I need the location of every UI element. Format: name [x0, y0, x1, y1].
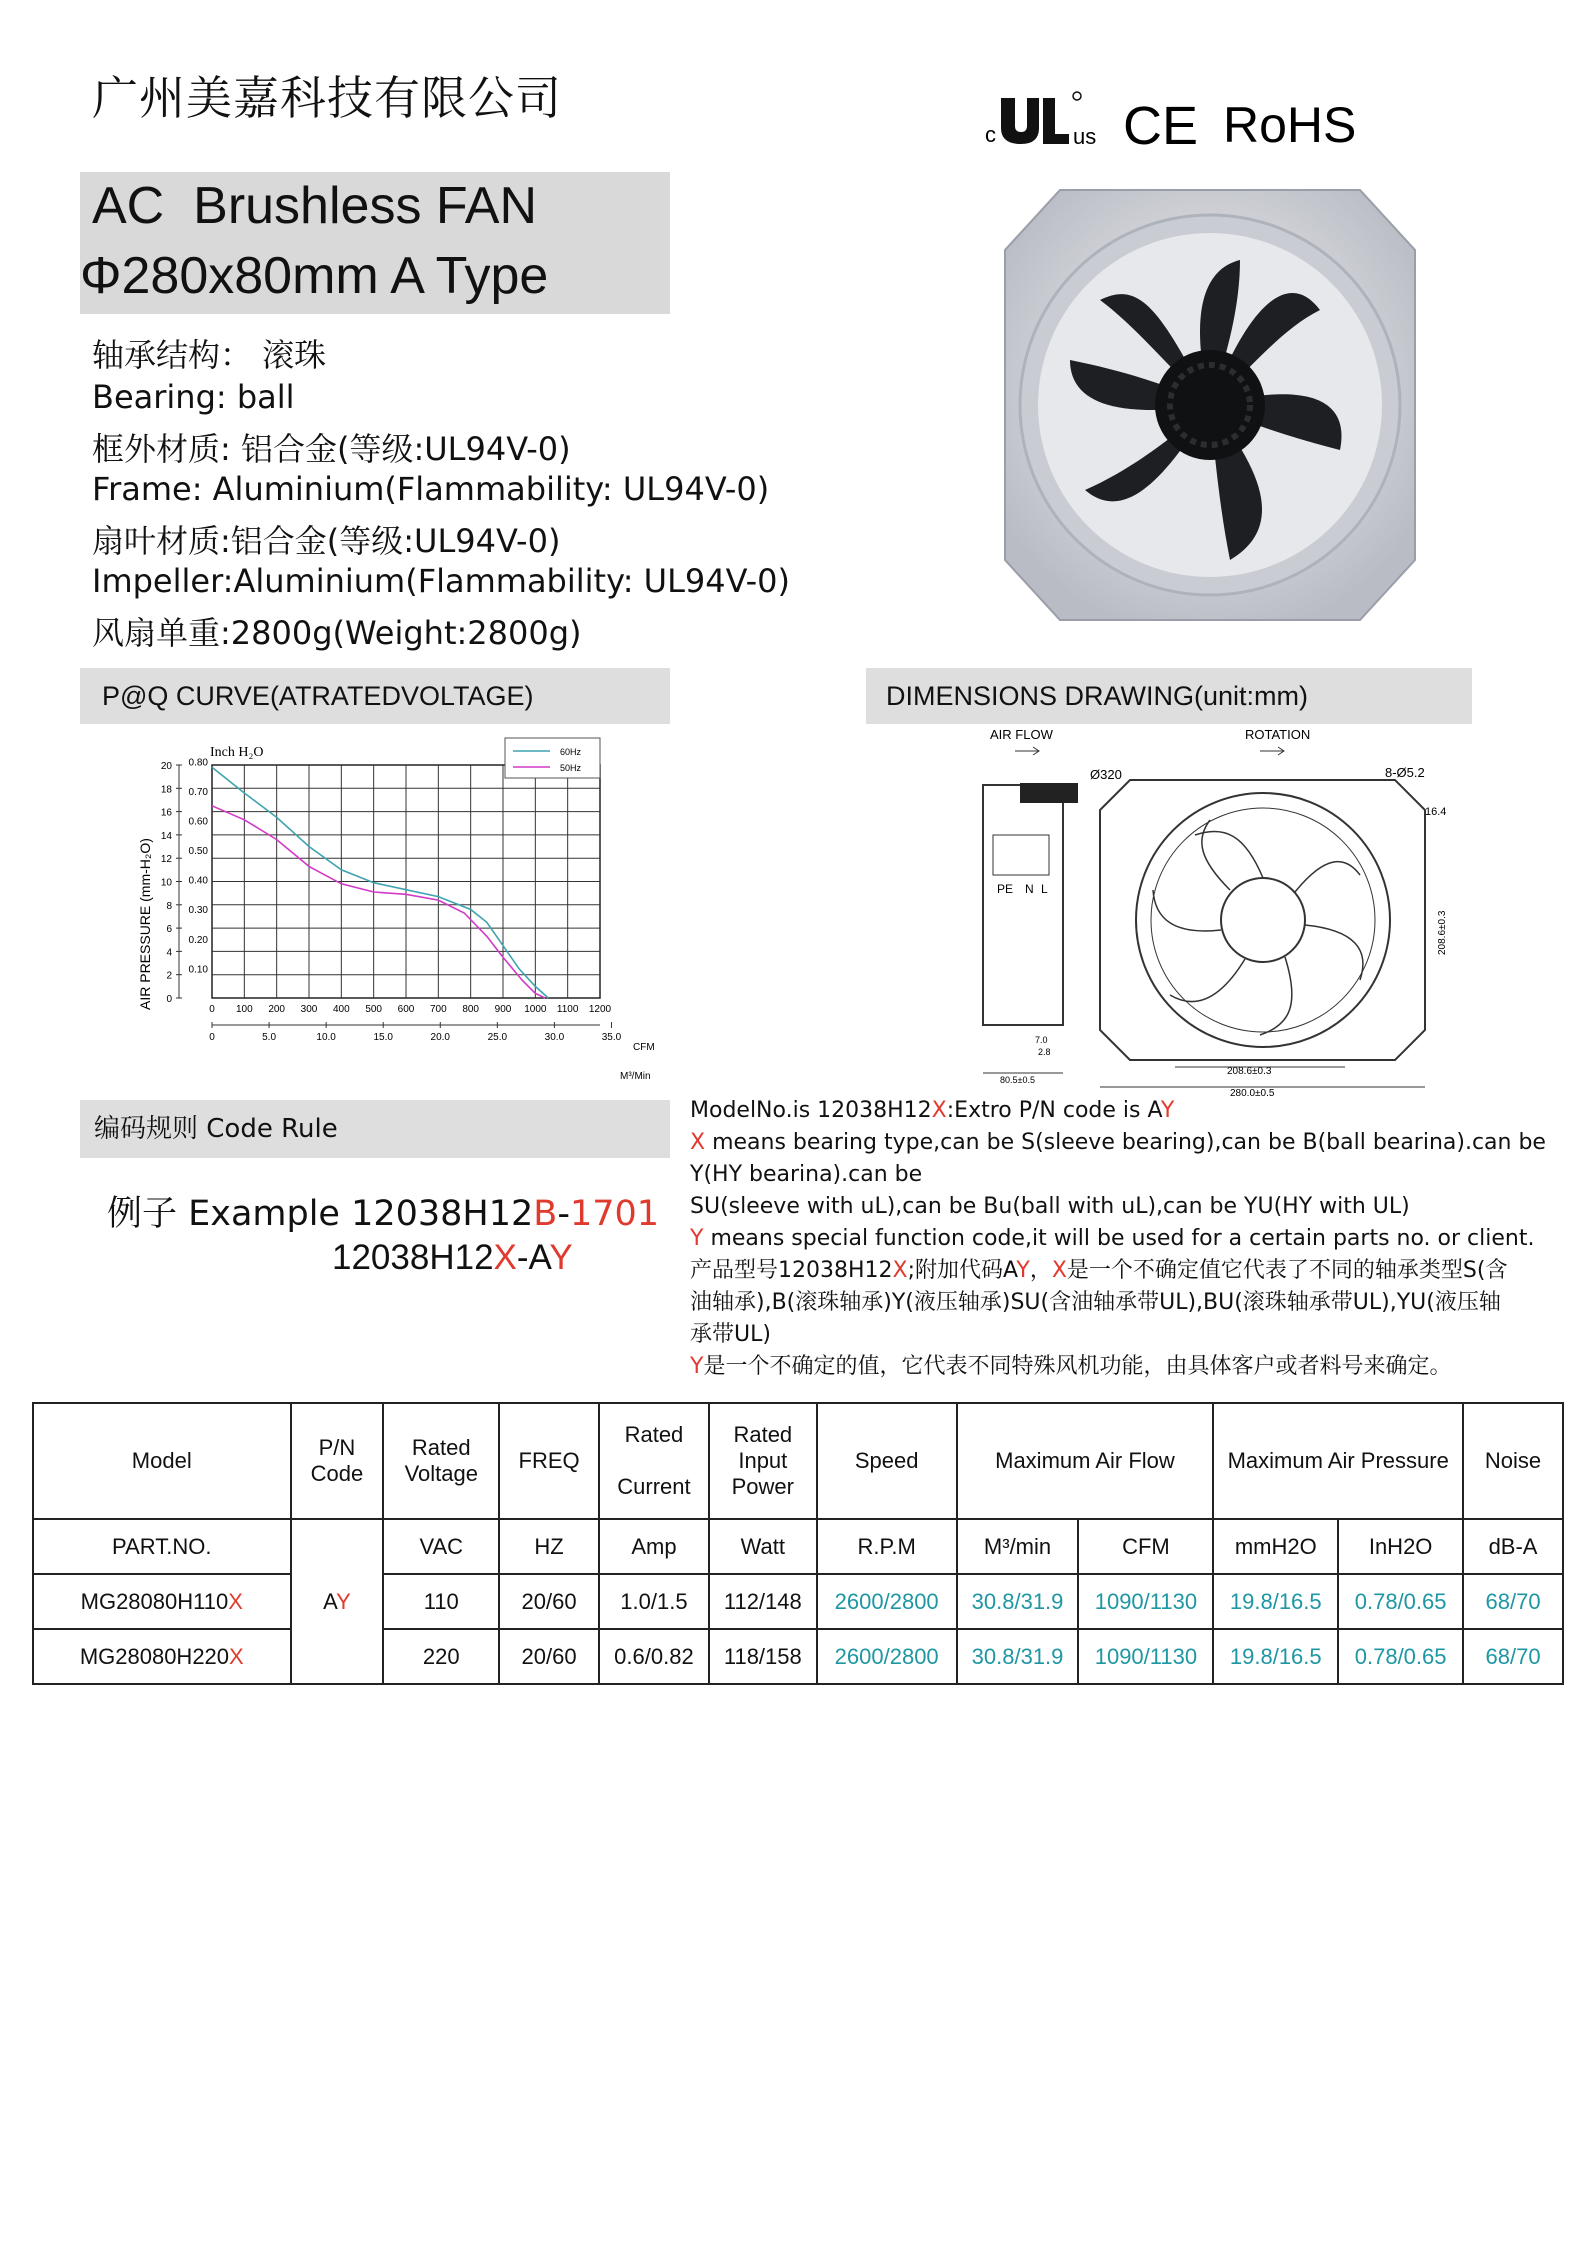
spec-weight: 风扇单重:2800g(Weight:2800g) — [92, 614, 582, 652]
y-tick-mm: 18 — [160, 784, 172, 796]
row-dba: 68/70 — [1463, 1574, 1563, 1629]
row-hz: 20/60 — [499, 1574, 599, 1629]
row-watt: 112/148 — [709, 1574, 817, 1629]
header-rated-input-power: Rated Input Power — [709, 1403, 817, 1519]
x-tick-m3: 5.0 — [262, 1032, 277, 1043]
note-text: ， — [1029, 1258, 1052, 1283]
unit-cfm: CFM — [1078, 1519, 1213, 1574]
rotation-arrow-icon — [1260, 747, 1284, 755]
code-example2-y: Y — [549, 1238, 573, 1277]
table-header-row — [33, 1403, 1563, 1519]
code-example2-x: X — [493, 1238, 517, 1277]
d2086h-label: 208.6±0.3 — [1227, 1066, 1272, 1077]
header-pn-code: P/N Code — [291, 1403, 384, 1519]
spec-impeller-cn: 扇叶材质:铝合金(等级:UL94V-0) — [92, 522, 561, 560]
note-text: 是一个不确定的值，它代表不同特殊风机功能，由具体客户或者料号来确定。 — [703, 1354, 1452, 1379]
x-tick-cfm: 900 — [494, 1004, 512, 1015]
y-tick-mm: 8 — [166, 900, 172, 912]
x-tick-m3: 0 — [209, 1032, 215, 1043]
model-prefix: MG28080H110 — [80, 1588, 229, 1614]
front-view-ring — [1136, 793, 1390, 1047]
legend-50hz: 50Hz — [560, 763, 582, 773]
unit-part-no: PART.NO. — [33, 1519, 291, 1574]
n-label: N — [1025, 882, 1034, 896]
note-hy: Y(HY bearina).can be — [690, 1162, 923, 1187]
x-tick-m3: 10.0 — [316, 1032, 336, 1043]
row-inh2o: 0.78/0.65 — [1338, 1574, 1463, 1629]
row-watt: 118/158 — [709, 1629, 817, 1684]
row-rpm: 2600/2800 — [817, 1574, 957, 1629]
note-su: SU(sleeve with uL),can be Bu(ball with uL),can be YU(HY with UL) — [690, 1194, 1410, 1219]
spec-frame-en: Frame: Aluminium(Flammability: UL94V-0) — [92, 470, 770, 508]
note-y: Y — [1160, 1098, 1175, 1123]
company-name: 广州美嘉科技有限公司 — [92, 71, 562, 125]
note-text: ModelNo.is 12038H12 — [690, 1098, 932, 1123]
x-tick-cfm: 300 — [300, 1004, 318, 1015]
x-tick-cfm: 600 — [397, 1004, 415, 1015]
d320-label: Ø320 — [1090, 767, 1122, 782]
unit-amp: Amp — [599, 1519, 709, 1574]
y-tick-mm: 20 — [160, 761, 172, 772]
model-x: X — [228, 1588, 243, 1614]
note-modelno — [690, 1095, 1560, 1127]
note-y: Y — [690, 1226, 704, 1251]
header-noise: Noise — [1463, 1403, 1563, 1519]
code-example-line2 — [332, 1238, 573, 1278]
code-example-line1 — [107, 1186, 659, 1236]
ul-logo-icon — [1001, 92, 1081, 144]
code-example-prefix: 例子 Example 12038H12 — [107, 1194, 534, 1234]
row-model — [33, 1574, 291, 1629]
pq-chart — [120, 730, 680, 1090]
model-x: X — [229, 1643, 244, 1669]
wire-bundle — [1020, 783, 1078, 803]
l-label: L — [1041, 882, 1048, 896]
unit-dba: dB-A — [1463, 1519, 1563, 1574]
row-m3min: 30.8/31.9 — [957, 1574, 1079, 1629]
fan-photo — [990, 170, 1430, 640]
unit-hz: HZ — [499, 1519, 599, 1574]
unit-watt: Watt — [709, 1519, 817, 1574]
air-flow-label: AIR FLOW — [990, 727, 1053, 742]
d805-label: 80.5±0.5 — [1000, 1075, 1035, 1085]
pe-label: PE — [997, 882, 1014, 896]
table-row — [33, 1574, 1563, 1629]
table-row — [33, 1629, 1563, 1684]
row-vac: 110 — [383, 1574, 499, 1629]
d280-label: 280.0±0.5 — [1230, 1088, 1275, 1099]
d28-label: 2.8 — [1038, 1047, 1051, 1057]
ul-c-text: c — [985, 122, 996, 147]
model-prefix: MG28080H220 — [79, 1643, 230, 1669]
row-cfm: 1090/1130 — [1078, 1574, 1213, 1629]
cfm-unit: CFM — [633, 1042, 655, 1053]
x-tick-cfm: 400 — [332, 1004, 350, 1015]
code-example-b: B — [533, 1194, 558, 1234]
note-x: X — [892, 1258, 908, 1283]
note-y: Y — [690, 1354, 704, 1379]
unit-m3min: M³/min — [957, 1519, 1079, 1574]
note-cn-1 — [690, 1255, 1560, 1287]
row-dba: 68/70 — [1463, 1629, 1563, 1684]
y-tick-inch: 0.50 — [188, 846, 208, 858]
row-model — [33, 1629, 291, 1684]
code-example-dash: - — [557, 1194, 570, 1234]
note-text: ;附加代码A — [907, 1258, 1017, 1283]
certification-logos — [985, 86, 1385, 156]
spec-impeller-en: Impeller:Aluminium(Flammability: UL94V-0) — [92, 562, 791, 600]
note-text: means special function code,it will be used for a certain parts no. or client. — [703, 1226, 1535, 1251]
y-tick-mm: 6 — [166, 924, 172, 936]
row-amp: 0.6/0.82 — [599, 1629, 709, 1684]
table-units-row — [33, 1519, 1563, 1574]
y-tick-inch: 0.10 — [188, 964, 208, 976]
y-tick-inch: 0.70 — [188, 786, 208, 798]
y-tick-mm: 16 — [160, 807, 172, 819]
row-amp: 1.0/1.5 — [599, 1574, 709, 1629]
code-rule-header: 编码规则 Code Rule — [80, 1100, 670, 1158]
code-example2-dash: -A — [516, 1238, 550, 1277]
rotation-label: ROTATION — [1245, 727, 1311, 742]
row-hz: 20/60 — [499, 1629, 599, 1684]
y-tick-mm: 10 — [160, 877, 172, 889]
header-rated-voltage: Rated Voltage — [383, 1403, 499, 1519]
header-max-air-pressure: Maximum Air Pressure — [1213, 1403, 1463, 1519]
note-x: X — [931, 1098, 947, 1123]
pn-code-a: A — [323, 1588, 337, 1614]
unit-vac: VAC — [383, 1519, 499, 1574]
product-title: AC Brushless FAN — [92, 177, 538, 235]
side-view — [983, 785, 1063, 1025]
hub-circle — [1221, 878, 1305, 962]
note-x: X — [690, 1130, 706, 1155]
y-tick-inch: 0.60 — [188, 816, 208, 828]
inch-axis-label: Inch H₂O — [210, 745, 264, 760]
y-tick-mm: 14 — [160, 830, 172, 842]
y-axis-label: AIR PRESSURE (mm-H₂O) — [137, 838, 153, 1010]
header-speed: Speed — [817, 1403, 957, 1519]
holes-label: 8-Ø5.2 — [1385, 765, 1425, 780]
y-tick-mm: 4 — [166, 947, 172, 959]
ce-mark: CE — [1123, 96, 1199, 156]
rohs-mark: RoHS — [1223, 97, 1357, 153]
pn-code-y: Y — [336, 1588, 351, 1614]
x-tick-cfm: 1100 — [556, 1004, 579, 1015]
x-tick-cfm: 0 — [209, 1004, 215, 1015]
y-tick-inch: 0.80 — [188, 757, 208, 769]
series-line-60hz — [212, 767, 548, 998]
x-tick-cfm: 700 — [429, 1004, 447, 1015]
header-model: Model — [33, 1403, 291, 1519]
y-tick-mm: 0 — [166, 994, 172, 1005]
row-vac: 220 — [383, 1629, 499, 1684]
spec-frame-cn: 框外材质: 铝合金(等级:UL94V-0) — [92, 430, 571, 468]
x-tick-m3: 20.0 — [430, 1032, 451, 1043]
m3-unit: M³/Min — [620, 1071, 651, 1082]
y-tick-mm: 2 — [166, 970, 172, 982]
x-tick-cfm: 500 — [365, 1004, 383, 1015]
code-example-1701: 1701 — [569, 1194, 660, 1234]
note-x: X — [1051, 1258, 1067, 1283]
note-text: 产品型号12038H12 — [690, 1258, 893, 1283]
note-cn-4 — [690, 1351, 1560, 1383]
x-tick-cfm: 1000 — [524, 1004, 547, 1015]
ul-us-text: us — [1073, 124, 1097, 149]
note-x-meaning — [690, 1127, 1560, 1159]
x-tick-cfm: 100 — [235, 1004, 253, 1015]
row-mmh2o: 19.8/16.5 — [1213, 1574, 1338, 1629]
terminal-block — [993, 835, 1049, 875]
note-y-meaning — [690, 1223, 1560, 1255]
header-freq: FREQ — [499, 1403, 599, 1519]
spec-bearing-cn: 轴承结构： 滚珠 — [92, 336, 327, 374]
note-text: 是一个不确定值它代表了不同的轴承类型S(含 — [1066, 1258, 1508, 1283]
dimensions-drawing — [955, 725, 1475, 1105]
unit-rpm: R.P.M — [817, 1519, 957, 1574]
row-inh2o: 0.78/0.65 — [1338, 1629, 1463, 1684]
unit-inh2o: InH2O — [1338, 1519, 1463, 1574]
x-tick-m3: 30.0 — [544, 1032, 565, 1043]
spec-bearing-en: Bearing: ball — [92, 378, 295, 416]
y-tick-inch: 0.20 — [188, 934, 208, 946]
row-cfm: 1090/1130 — [1078, 1629, 1213, 1684]
legend-60hz: 60Hz — [560, 747, 582, 757]
dimensions-header: DIMENSIONS DRAWING(unit:mm) — [866, 668, 1472, 724]
front-view-frame — [1100, 780, 1425, 1060]
x-tick-m3: 25.0 — [487, 1032, 508, 1043]
header-rated-current: Rated Current — [599, 1403, 709, 1519]
note-cn-3: 承带UL) — [690, 1322, 771, 1347]
header-max-air-flow: Maximum Air Flow — [957, 1403, 1214, 1519]
d2086v-label: 208.6±0.3 — [1437, 910, 1448, 955]
product-subtitle: Φ280x80mm A Type — [80, 247, 549, 305]
pn-code-cell — [291, 1519, 384, 1684]
note-text: means bearing type,can be S(sleeve bearing),can be B(ball bearina).can be — [705, 1130, 1546, 1155]
spec-table — [32, 1402, 1564, 1685]
x-tick-cfm: 800 — [462, 1004, 480, 1015]
row-m3min: 30.8/31.9 — [957, 1629, 1079, 1684]
code-example2-prefix: 12038H12 — [332, 1238, 494, 1277]
note-y: Y — [1016, 1258, 1030, 1283]
row-rpm: 2600/2800 — [817, 1629, 957, 1684]
y-tick-inch: 0.40 — [188, 875, 208, 887]
air-flow-arrow-icon — [1015, 747, 1039, 755]
row-mmh2o: 19.8/16.5 — [1213, 1629, 1338, 1684]
x-tick-cfm: 1200 — [588, 1004, 612, 1015]
note-text: :Extro P/N code is A — [946, 1098, 1161, 1123]
front-view-inner-ring — [1151, 808, 1375, 1032]
x-tick-m3: 15.0 — [373, 1032, 393, 1043]
y-tick-inch: 0.30 — [188, 905, 208, 917]
d164-label: 16.4 — [1425, 806, 1447, 818]
note-cn-2: 油轴承),B(滚珠轴承)Y(液压轴承)SU(含油轴承带UL),BU(滚珠轴承带UL),YU(液压轴 — [690, 1290, 1501, 1315]
pq-curve-header: P@Q CURVE(ATRATEDVOLTAGE) — [80, 668, 670, 724]
d7-label: 7.0 — [1035, 1035, 1048, 1045]
legend — [505, 738, 600, 778]
y-tick-mm: 12 — [160, 854, 172, 866]
unit-mmh2o: mmH2O — [1213, 1519, 1338, 1574]
x-tick-m3: 35.0 — [601, 1032, 622, 1043]
x-tick-cfm: 200 — [268, 1004, 286, 1015]
